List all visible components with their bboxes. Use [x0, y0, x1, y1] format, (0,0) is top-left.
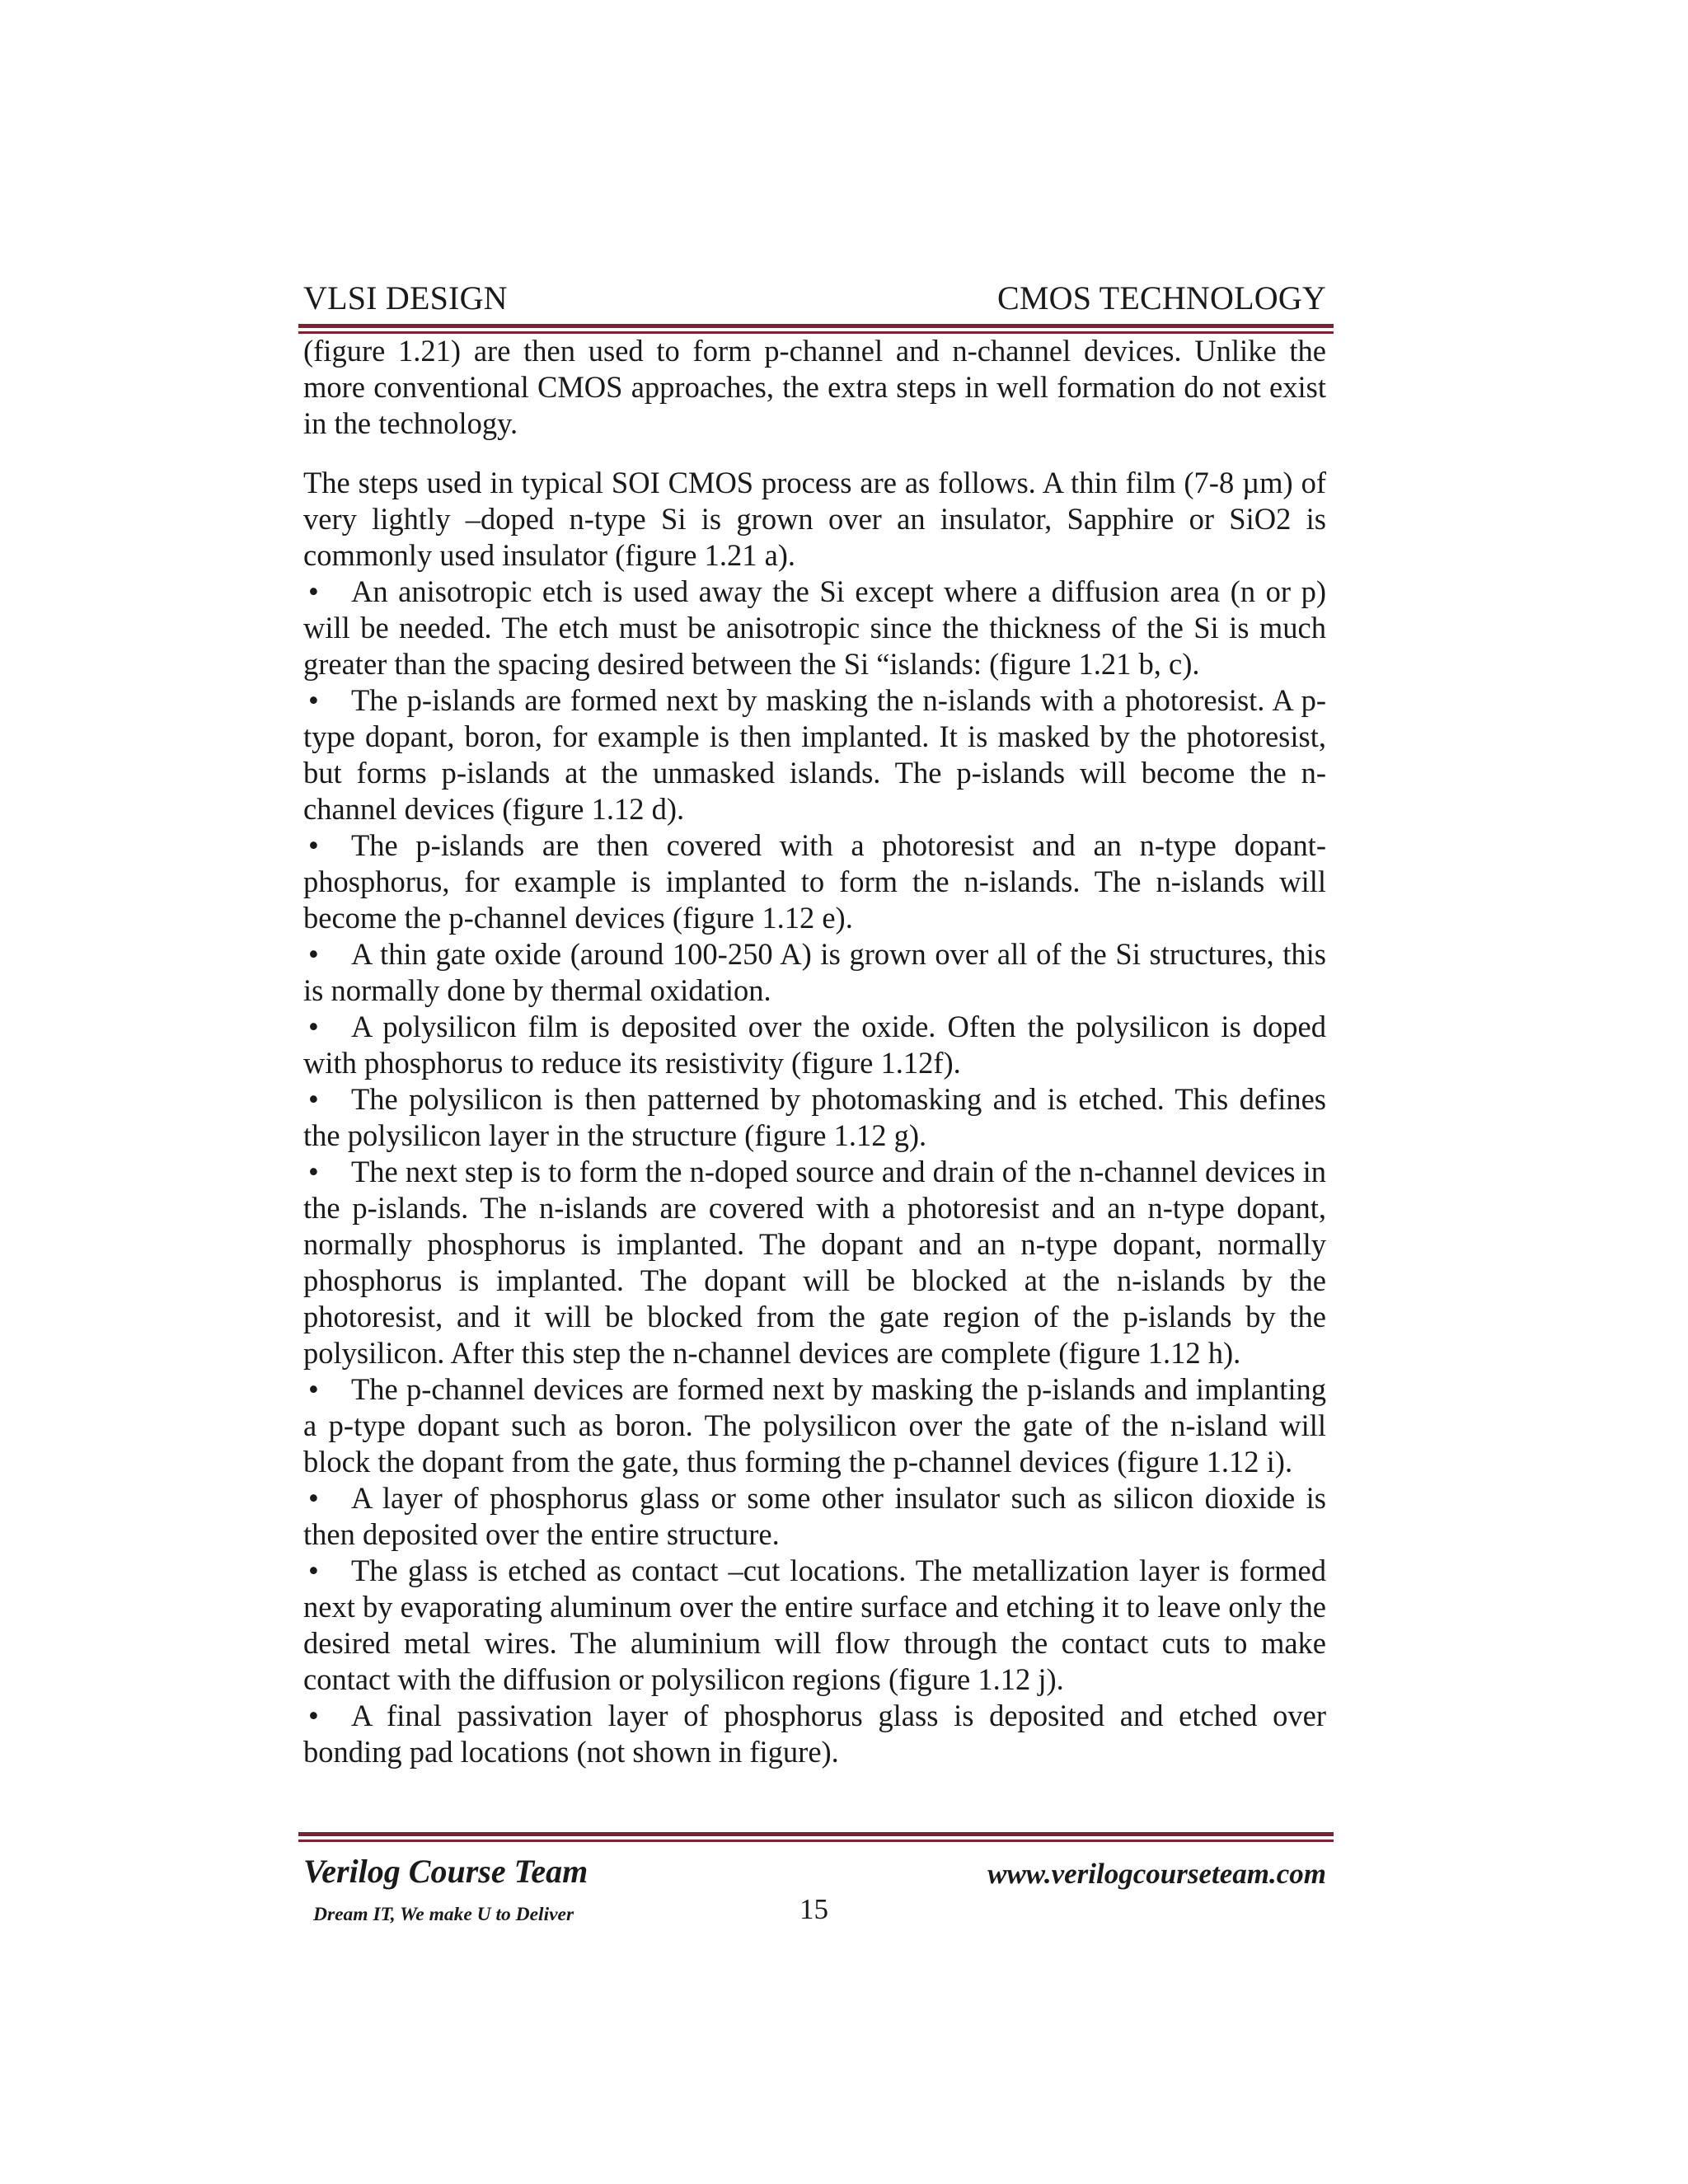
list-item-text: The glass is etched as contact –cut locations. The metallization layer is formed next by evaporating aluminum over the entire surface and etching it to leave only the desired metal wires. The aluminium will flow through the contact cuts to make contact with the diffusion or polysilicon regions (figure 1.12 j). — [303, 1554, 1326, 1696]
list-item-text: A thin gate oxide (around 100-250 A) is grown over all of the Si structures, this is normally done by thermal oxidation. — [303, 937, 1326, 1007]
list-item-text: The polysilicon is then patterned by photomasking and is etched. This defines the polysilicon layer in the structure (figure 1.12 g). — [303, 1082, 1326, 1152]
bullet-icon: • — [308, 828, 319, 862]
paragraph-intro: (figure 1.21) are then used to form p-channel and n-channel devices. Unlike the more conventional CMOS approaches, the extra steps in well formation do not exist in the technology. — [303, 334, 1326, 440]
footer-rule-thin — [298, 1840, 1334, 1842]
list-item — [303, 827, 1326, 936]
footer-website: www.verilogcourseteam.com — [987, 1858, 1326, 1890]
list-item — [303, 1698, 1326, 1770]
bullet-icon: • — [308, 1699, 319, 1732]
bullet-icon: • — [308, 683, 319, 717]
list-item-text: The p-channel devices are formed next by masking the p-islands and implanting a p-type dopant such as boron. The polysilicon over the gate of the n-island will block the dopant from the gate, thus forming the p-channel devices (figure 1.12 i). — [303, 1372, 1326, 1479]
bullet-icon: • — [308, 1010, 319, 1043]
bullet-icon: • — [308, 1554, 319, 1587]
list-item — [303, 1009, 1326, 1081]
list-item-text: The next step is to form the n-doped source and drain of the n-channel devices in the p-islands. The n-islands are covered with a photoresist and an n-type dopant, normally phosphorus is implanted. The dopant and an n-type dopant, normally phosphorus is implanted. The dopant will be blocked at the n-islands by the photoresist, and it will be blocked from the gate region of the p-islands by the polysilicon. After this step the n-channel devices are complete (figure 1.12 h). — [303, 1155, 1326, 1370]
bullet-icon: • — [308, 937, 319, 971]
footer-tagline: Dream IT, We make U to Deliver — [313, 1904, 574, 1925]
list-item — [303, 1480, 1326, 1553]
list-item — [303, 1154, 1326, 1371]
list-item-text: A final passivation layer of phosphorus glass is deposited and etched over bonding pad locations (not shown in figure). — [303, 1699, 1326, 1769]
list-item — [303, 574, 1326, 682]
list-item — [303, 936, 1326, 1009]
header-title-left: VLSI DESIGN — [303, 279, 508, 316]
header-title-right: CMOS TECHNOLOGY — [997, 279, 1326, 316]
list-item-text: A polysilicon film is deposited over the oxide. Often the polysilicon is doped with phosphorus to reduce its resistivity (figure 1.12f). — [303, 1010, 1326, 1080]
list-item-text: A layer of phosphorus glass or some other insulator such as silicon dioxide is then deposited over the entire structure. — [303, 1481, 1326, 1551]
body-text — [303, 333, 1326, 1770]
bullet-icon: • — [308, 1082, 319, 1116]
list-item — [303, 1081, 1326, 1154]
list-item-text: An anisotropic etch is used away the Si except where a diffusion area (n or p) will be needed. The etch must be anisotropic since the thickness of the Si is much greater than the spacing desired between the Si “islands: (figure 1.21 b, c). — [303, 574, 1326, 681]
list-item — [303, 1371, 1326, 1480]
footer-rule-thick — [298, 1832, 1334, 1836]
bullet-icon: • — [308, 574, 319, 608]
list-item — [303, 682, 1326, 827]
bullet-icon: • — [308, 1155, 319, 1188]
list-item-text: The p-islands are then covered with a photoresist and an n-type dopant-phosphorus, for example is implanted to form the n-islands. The n-islands will become the p-channel devices (figure 1.12 e). — [303, 828, 1326, 935]
list-item — [303, 1553, 1326, 1698]
list-item-text: The p-islands are formed next by masking the n-islands with a photoresist. A p-type dopant, boron, for example is then implanted. It is masked by the photoresist, but forms p-islands at the unmasked islands. The p-islands will become the n-channel devices (figure 1.12 d). — [303, 683, 1326, 826]
paragraph-steps: The steps used in typical SOI CMOS process are as follows. A thin film (7-8 µm) of very lightly –doped n-type Si is grown over an insulator, Sapphire or SiO2 is commonly used insulator (figure 1.21 a). — [303, 466, 1326, 572]
page-number: 15 — [799, 1893, 828, 1925]
footer-team-name: Verilog Course Team — [303, 1853, 588, 1890]
bullet-icon: • — [308, 1481, 319, 1515]
bullet-icon: • — [308, 1372, 319, 1406]
header-rule-thick — [298, 324, 1334, 328]
